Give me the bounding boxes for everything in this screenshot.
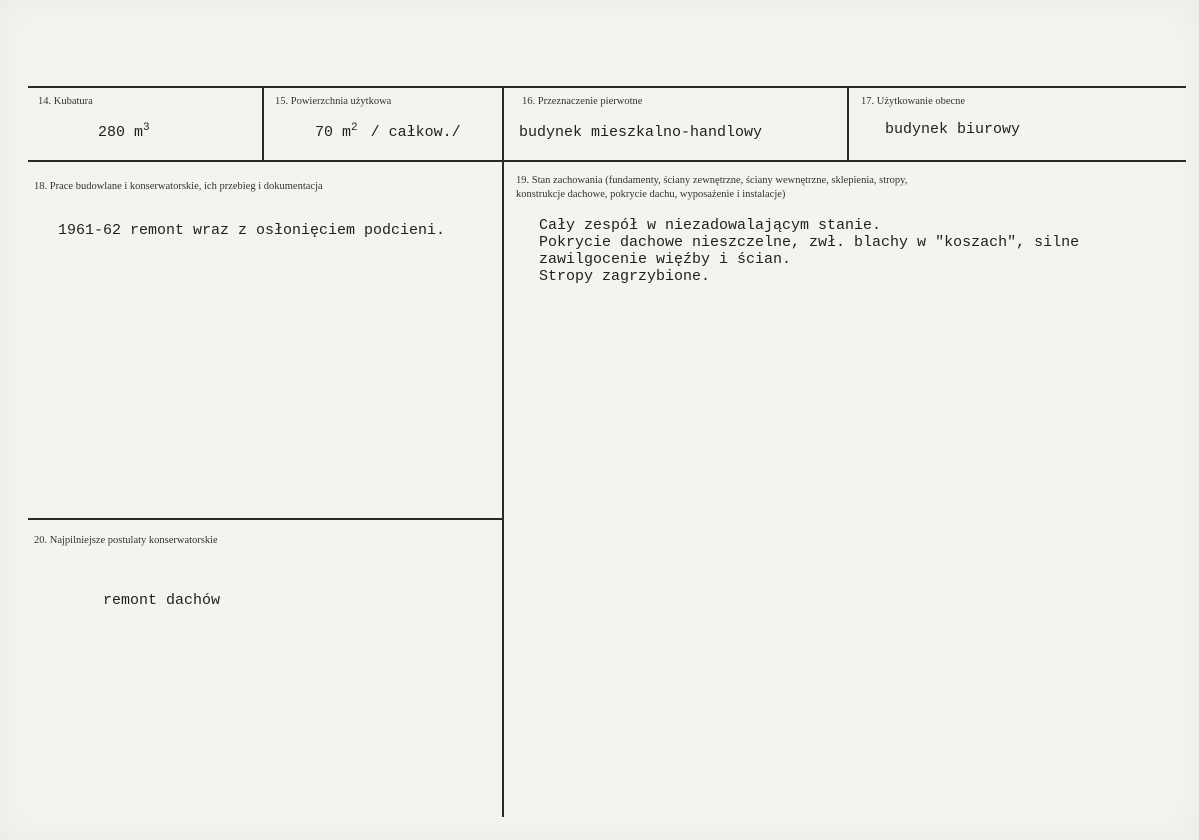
prace-value: 1961-62 remont wraz z osłonięciem podcieni. <box>58 222 446 239</box>
stan-line: Stropy zagrzybione. <box>539 268 711 285</box>
stan-label-line-2: konstrukcje dachowe, pokrycie dachu, wyposażenie i instalacje) <box>516 189 786 200</box>
uzytkowanie-label: 17. Użytkowanie obecne <box>861 96 966 107</box>
przeznaczenie-label: 16. Przeznaczenie pierwotne <box>522 96 643 107</box>
powierzchnia-exponent: 2 <box>351 122 358 134</box>
stan-line: Pokrycie dachowe nieszczelne, zwł. blachy w "koszach", silne <box>539 234 1080 251</box>
powierzchnia-number: 70 m <box>315 124 352 141</box>
stan-line: zawilgocenie więźby i ścian. <box>539 251 792 268</box>
divider-16-17 <box>847 87 849 161</box>
kubatura-exponent: 3 <box>143 122 150 134</box>
przeznaczenie-value: budynek mieszkalno-handlowy <box>519 124 763 141</box>
powierzchnia-label: 15. Powierzchnia użytkowa <box>275 96 392 107</box>
postulaty-label: 20. Najpilniejsze postulaty konserwatorskie <box>34 535 218 546</box>
header-row-bottom-rule <box>28 160 1186 162</box>
divider-16 <box>502 87 504 817</box>
powierzchnia-suffix: / całkow./ <box>370 124 461 141</box>
stan-value <box>539 217 1079 285</box>
kubatura-label: 14. Kubatura <box>38 96 93 107</box>
postulaty-value: remont dachów <box>103 592 221 609</box>
uzytkowanie-value: budynek biurowy <box>885 121 1021 138</box>
left-column-split-rule <box>28 518 502 520</box>
kubatura-value <box>98 124 150 141</box>
powierzchnia-value <box>315 124 461 141</box>
kubatura-number: 280 m <box>98 124 144 141</box>
stan-label-line-1: 19. Stan zachowania (fundamenty, ściany zewnętrzne, ściany wewnętrzne, sklepienia, stropy, <box>516 175 908 186</box>
divider-14-15 <box>262 87 264 161</box>
stan-line: Cały zespół w niezadowalającym stanie. <box>539 217 882 234</box>
prace-label: 18. Prace budowlane i konserwatorskie, ich przebieg i dokumentacja <box>34 181 323 192</box>
top-rule <box>28 86 1186 88</box>
